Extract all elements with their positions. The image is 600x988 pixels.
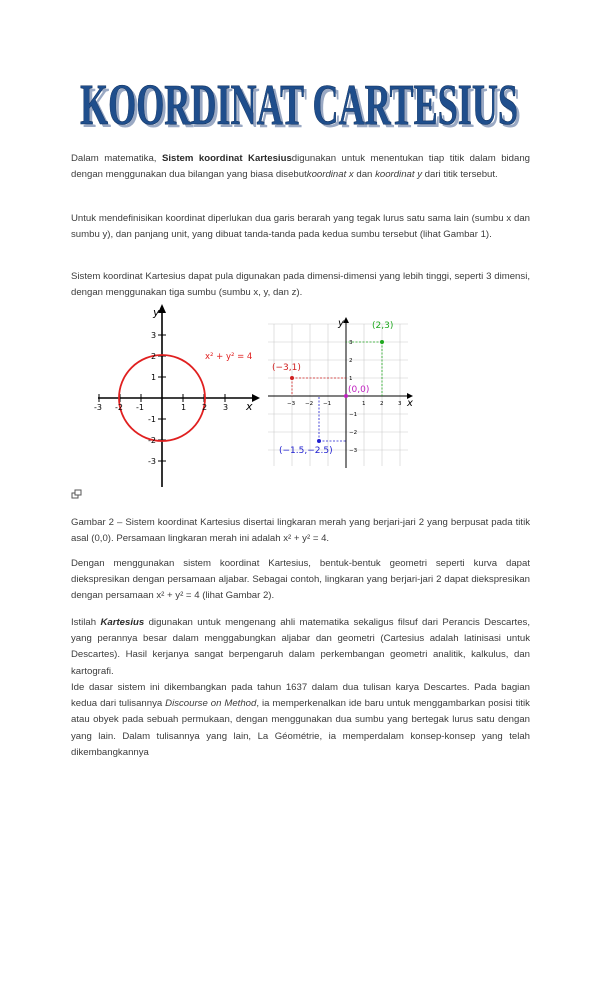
x-tick-label: −3 bbox=[287, 401, 296, 407]
italic-title: Discourse on Method bbox=[165, 698, 257, 710]
plot-point bbox=[317, 439, 321, 443]
y-axis-label: y bbox=[338, 318, 344, 329]
text-run: Dalam matematika, bbox=[71, 153, 162, 164]
text-run: digunakan untuk mengenang ahli matematika sekaligus filsuf dari Perancis Descartes, yang perannya besar dalam menggabungkan aljabar dan geometri (Cartesius adalah latinisasi untuk Descartes). Hasil kerjanya sangat berpengaruh dalam perkembangan geometri analitik, kalkulus, dan kartografi. bbox=[71, 617, 530, 677]
y-tick-label: 3 bbox=[151, 331, 157, 340]
y-axis-label: y bbox=[153, 306, 160, 319]
italic-term: koordinat y bbox=[375, 169, 422, 181]
y-tick-label: -1 bbox=[148, 415, 156, 424]
x-tick-label: 2 bbox=[202, 403, 208, 412]
x-tick-label: -1 bbox=[136, 403, 144, 412]
y-tick-label: 2 bbox=[349, 358, 353, 364]
paragraph-figure-caption: Gambar 2 – Sistem koordinat Kartesius disertai lingkaran merah yang berjari-jari 2 yang berpusat pada titik asal (0,0). Persamaan lingkaran merah ini adalah x² + y² = 4. bbox=[71, 517, 530, 545]
paragraph-equations: Dengan menggunakan sistem koordinat Kartesius, bentuk-bentuk geometri seperti kurva dapat diekspresikan dengan persamaan aljabar. Sebagai contoh, lingkaran yang berjari-jari 2 dapat diekspresikan dengan persamaan x² + y² = 4 (lihat Gambar 2). bbox=[71, 558, 530, 602]
bold-term: Sistem koordinat Kartesius bbox=[161, 153, 292, 164]
x-tick-label: 1 bbox=[362, 401, 366, 407]
x-tick-label: 3 bbox=[223, 403, 229, 412]
text-run: Ide dasar sistem ini dikembangkan pada tahun 1637 dalam dua tulisan karya Descartes. Pada bagian kedua dari tulisannya bbox=[71, 682, 530, 710]
text-run: dari titik tersebut. bbox=[422, 169, 498, 181]
point-label: (−1.5,−2.5) bbox=[279, 446, 333, 456]
y-tick-label: −2 bbox=[349, 430, 358, 436]
y-tick-label: 3 bbox=[349, 340, 353, 346]
y-tick-label: 1 bbox=[151, 373, 157, 382]
resize-icon bbox=[71, 489, 83, 499]
figure-circle-plot bbox=[94, 302, 266, 487]
x-axis-label: x bbox=[246, 400, 253, 413]
point-label: (0,0) bbox=[348, 385, 370, 395]
x-tick-label: −2 bbox=[305, 401, 314, 407]
title-shadow: KOORDINAT CARTESIUS bbox=[83, 75, 521, 140]
y-tick-label: -2 bbox=[148, 436, 156, 445]
x-tick-label: -3 bbox=[94, 403, 102, 412]
plot-point bbox=[290, 376, 294, 380]
title-wordart bbox=[70, 60, 530, 138]
y-tick-label: 2 bbox=[151, 352, 157, 361]
circle-equation: x² + y² = 4 bbox=[205, 352, 253, 362]
x-tick-label: −1 bbox=[323, 401, 332, 407]
y-tick-label: -3 bbox=[148, 457, 156, 466]
paragraph-definition: Untuk mendefinisikan koordinat diperlukan dua garis berarah yang tegak lurus satu sama lain (sumbu x dan sumbu y), dan panjang unit, yang dibuat tanda-tanda pada kedua sumbu tersebut (lihat Gambar 1). bbox=[71, 213, 530, 241]
text-run: dan bbox=[353, 169, 376, 181]
x-tick-label: 3 bbox=[398, 401, 402, 407]
italic-term: koordinat x bbox=[306, 169, 354, 181]
point-label: (−3,1) bbox=[272, 363, 301, 373]
point-label: (2,3) bbox=[372, 321, 394, 331]
text-run: Istilah bbox=[71, 617, 101, 628]
x-axis-arrow bbox=[252, 394, 260, 402]
x-tick-label: -2 bbox=[115, 403, 123, 412]
plot-point bbox=[380, 340, 384, 344]
y-tick-label: −3 bbox=[349, 448, 358, 454]
grid-lines bbox=[268, 324, 408, 466]
paragraph-history bbox=[71, 680, 530, 761]
figure-points-plot bbox=[268, 314, 416, 470]
bold-italic-term: Kartesius bbox=[100, 617, 145, 628]
y-tick-label: 1 bbox=[349, 376, 353, 382]
text-run: digunakan untuk menentukan tiap titik dalam bidang dengan menggunakan dua bilangan yang biasa disebut bbox=[71, 153, 531, 181]
title-text: KOORDINAT CARTESIUS bbox=[80, 72, 518, 137]
document-title bbox=[0, 60, 600, 138]
text-run: , ia memperkenalkan ide baru untuk menggambarkan posisi titik atau obyek pada sebuah permukaan, dengan menggunakan dua sumbu yang bertegak lurus satu dengan yang lain. Dalam tulisannya yang lain, La Géométrie, ia memperdalam konsep-konsep yang telah dikembangkannya bbox=[71, 698, 530, 758]
paragraph-dimensions: Sistem koordinat Kartesius dapat pula digunakan pada dimensi-dimensi yang lebih tinggi, seperti 3 dimensi, dengan menggunakan tiga sumbu (sumbu x, y, dan z). bbox=[71, 271, 530, 299]
x-axis-label: x bbox=[407, 398, 413, 409]
x-tick-label: 1 bbox=[181, 403, 187, 412]
y-tick-label: −1 bbox=[349, 412, 358, 418]
paragraph-intro bbox=[71, 151, 530, 183]
x-tick-label: 2 bbox=[380, 401, 384, 407]
paragraph-term-origin bbox=[71, 615, 530, 680]
points-layer bbox=[272, 321, 393, 456]
